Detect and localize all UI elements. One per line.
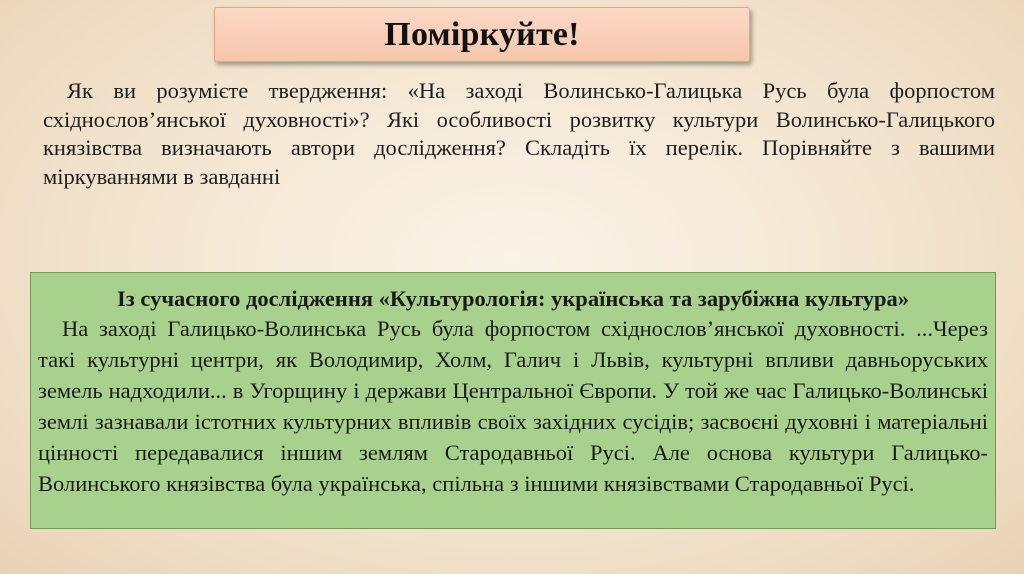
- slide-title: Поміркуйте!: [384, 15, 580, 53]
- title-banner: [214, 7, 750, 62]
- quote-box: [30, 272, 996, 529]
- quote-body: На заході Галицько-Волинська Русь була форпостом східнослов’янської духовності. ...Через такі культурні центри, як Володимир, Холм, Галич і Львів, культурні впливи давньоруських земель надходили... в Угорщину і держави Центральної Європи. У той же час Галицько-Волинські землі зазнавали істотних культурних впливів своїх західних сусідів; засвоєні духовні і матеріальні цінності передавалися іншим землям Стародавньої Русі. Але основа культури Галицько-Волинського князівства була українська, спільна з іншими князівствами Стародавньої Русі.: [38, 316, 988, 496]
- question-text: Як ви розумієте твердження: «На заході Волинсько-Галицька Русь була форпостом східнослов’янської духовності»? Які особливості розвитку культури Волинсько-Галицького князівства визначають автори дослідження? Складіть їх перелік. Порівняйте з вашими міркуваннями в завданні: [43, 78, 995, 189]
- quote-heading: Із сучасного дослідження «Культурологія: українська та зарубіжна культура»: [116, 286, 909, 311]
